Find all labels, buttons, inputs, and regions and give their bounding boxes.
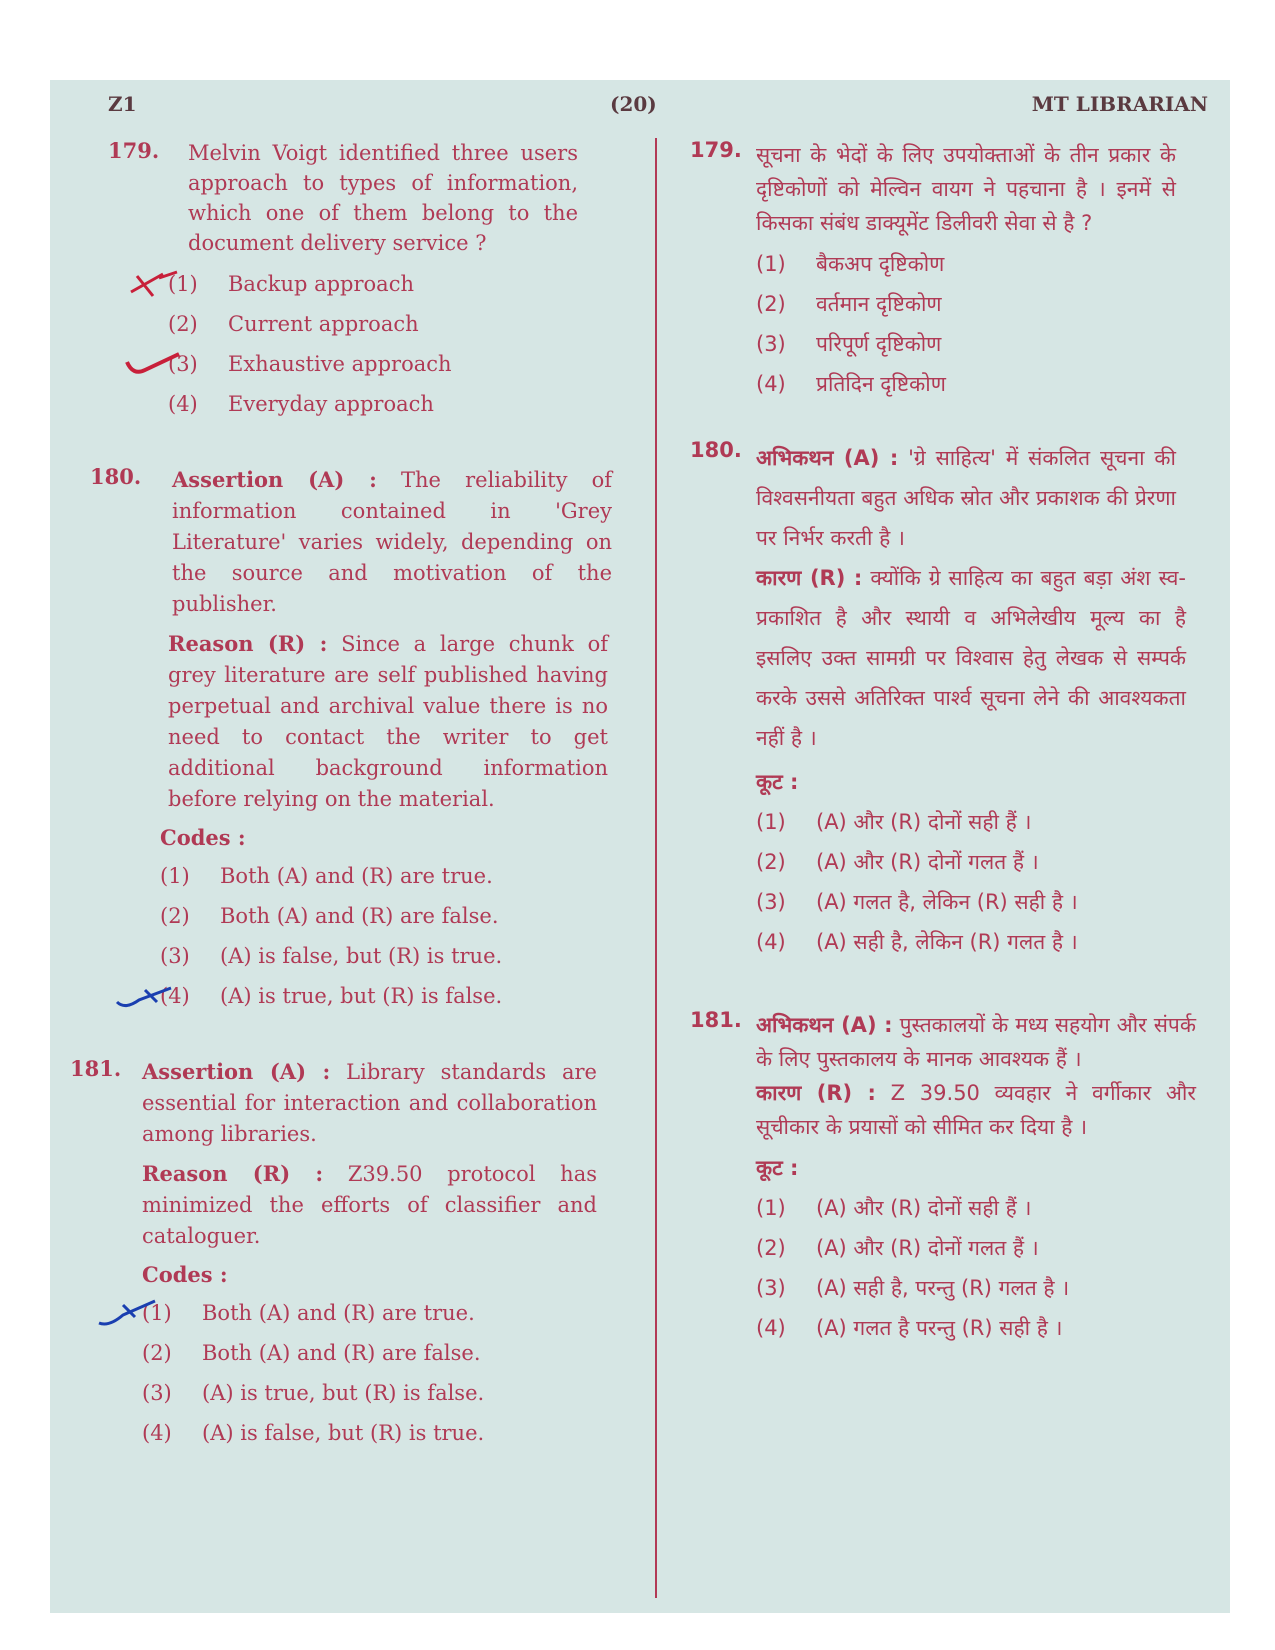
assertion-text: 'ग्रे साहित्य' में संकलित सूचना की विश्वसनीयता बहुत अधिक स्रोत और प्रकाशक की प्रेरणा पर निर्भर करती है ।: [756, 446, 1177, 550]
question-number: 181.: [690, 1008, 742, 1032]
option-number: (2): [756, 850, 786, 874]
hindi-column: [690, 138, 1220, 1348]
option-4[interactable]: [756, 1308, 1220, 1348]
option-number: (3): [756, 890, 786, 914]
options-list: [142, 1293, 635, 1453]
option-number: (3): [756, 332, 786, 356]
option-text: (A) is true, but (R) is false.: [220, 984, 503, 1008]
question-number: 181.: [70, 1056, 122, 1081]
option-number: (2): [142, 1341, 172, 1365]
assertion: [756, 438, 1176, 558]
question-180-en: [90, 464, 635, 1016]
assertion-label: Assertion (A) :: [142, 1059, 331, 1084]
option-number: (4): [756, 372, 786, 396]
option-number: (2): [756, 1236, 786, 1260]
option-3[interactable]: [756, 1268, 1220, 1308]
options-list: [756, 244, 1220, 404]
option-text: (A) गलत है, लेकिन (R) सही है ।: [816, 890, 1078, 914]
option-text: (A) और (R) दोनों गलत हैं ।: [816, 1236, 1039, 1260]
option-number: (3): [168, 352, 198, 376]
option-text: Both (A) and (R) are false.: [202, 1341, 481, 1365]
reason-text: Z 39.50 व्यवहार ने वर्गीकार और सूचीकार के प्रयासों को सीमित कर दिया है ।: [756, 1081, 1196, 1139]
option-text: (A) is false, but (R) is true.: [202, 1421, 485, 1445]
option-4[interactable]: [142, 1413, 635, 1453]
question-text: Melvin Voigt identified three users approach to types of information, which one of them belong to the document delivery service ?: [188, 141, 578, 255]
tick-mark-icon: [115, 980, 175, 1010]
option-text: Both (A) and (R) are true.: [202, 1301, 475, 1325]
options-list: [756, 802, 1220, 962]
question-181-en: [70, 1056, 635, 1453]
option-1[interactable]: [756, 244, 1220, 284]
reason-label: कारण (R) :: [756, 1081, 876, 1105]
option-4[interactable]: [756, 364, 1220, 404]
option-number: (1): [160, 864, 190, 888]
tick-mark-icon: [97, 1297, 157, 1327]
option-text: (A) सही है, परन्तु (R) गलत है ।: [816, 1276, 1070, 1300]
option-text: (A) और (R) दोनों सही हैं ।: [816, 810, 1032, 834]
option-text: Both (A) and (R) are false.: [220, 904, 499, 928]
option-number: (2): [160, 904, 190, 928]
exam-page: [50, 80, 1230, 1613]
option-text: प्रतिदिन दृष्टिकोण: [816, 372, 946, 396]
option-2[interactable]: [756, 284, 1220, 324]
reason-text: Since a large chunk of grey literature are self published having perpetual and archival value there is no need to contact the writer to get additional background information before relying on the material.: [168, 632, 608, 811]
option-text: परिपूर्ण दृष्टिकोण: [816, 332, 942, 356]
reason: [142, 1158, 597, 1252]
page-number: (20): [610, 92, 657, 116]
codes-label: कूट :: [756, 770, 799, 794]
reason-label: Reason (R) :: [168, 631, 328, 656]
option-text: (A) सही है, लेकिन (R) गलत है ।: [816, 930, 1078, 954]
option-1[interactable]: [168, 264, 635, 304]
question-number: 180.: [90, 464, 142, 489]
column-divider: [655, 138, 657, 1598]
option-2[interactable]: [160, 896, 635, 936]
question-number: 180.: [690, 438, 742, 462]
reason: [756, 558, 1186, 758]
english-column: [70, 138, 635, 1453]
question-text: सूचना के भेदों के लिए उपयोक्ताओं के तीन प्रकार के दृष्टिकोणों को मेल्विन वायग ने पहचाना है । इनमें से किसका संबंध डाक्यूमेंट डिलीवरी सेवा से है ?: [756, 143, 1176, 235]
option-text: (A) और (R) दोनों सही हैं ।: [816, 1196, 1032, 1220]
reason-text: क्योंकि ग्रे साहित्य का बहुत बड़ा अंश स्व-प्रकाशित है और स्थायी व अभिलेखीय मूल्य का है इसलिए उक्त सामग्री पर विश्वास हेतु लेखक से सम्पर्क करके उससे अतिरिक्त पार्श्व सूचना लेने की आवश्यकता नहीं है ।: [756, 566, 1186, 750]
option-number: (1): [756, 1196, 786, 1220]
reason: [168, 628, 608, 815]
assertion-label: अभिकथन (A) :: [756, 1013, 893, 1037]
option-number: (3): [142, 1381, 172, 1405]
option-3[interactable]: [168, 344, 635, 384]
option-2[interactable]: [756, 842, 1220, 882]
option-number: (4): [142, 1421, 172, 1445]
codes-label: Codes :: [160, 825, 246, 850]
option-1[interactable]: [756, 1188, 1220, 1228]
assertion-text: The reliability of information contained in 'Grey Literature' varies widely, depending on the source and motivation of the publisher.: [172, 468, 613, 616]
option-number: (1): [168, 272, 198, 296]
page-code: Z1: [108, 92, 137, 116]
option-number: (1): [756, 810, 786, 834]
option-3[interactable]: [756, 324, 1220, 364]
assertion-text: Library standards are essential for interaction and collaboration among libraries.: [142, 1060, 597, 1146]
option-number: (4): [160, 984, 190, 1008]
option-2[interactable]: [168, 304, 635, 344]
option-number: (1): [756, 252, 786, 276]
assertion-label: Assertion (A) :: [172, 467, 377, 492]
option-4[interactable]: [160, 976, 635, 1016]
option-text: (A) और (R) दोनों गलत हैं ।: [816, 850, 1039, 874]
option-2[interactable]: [756, 1228, 1220, 1268]
option-number: (2): [168, 312, 198, 336]
option-number: (3): [756, 1276, 786, 1300]
option-number: (4): [168, 392, 198, 416]
reason: [756, 1076, 1196, 1144]
tick-mark-icon: [123, 348, 183, 378]
options-list: [160, 856, 635, 1016]
option-text: Current approach: [228, 312, 419, 336]
question-number: 179.: [108, 138, 160, 163]
option-number: (4): [756, 930, 786, 954]
assertion-label: अभिकथन (A) :: [756, 446, 899, 470]
option-text: (A) गलत है परन्तु (R) सही है ।: [816, 1316, 1063, 1340]
option-2[interactable]: [142, 1333, 635, 1373]
reason-text: Z39.50 protocol has minimized the efforts of classifier and cataloguer.: [142, 1162, 597, 1248]
codes-label: Codes :: [142, 1262, 228, 1287]
option-text: Both (A) and (R) are true.: [220, 864, 493, 888]
question-181-hi: [690, 1008, 1220, 1348]
assertion: [142, 1056, 597, 1150]
option-text: (A) is false, but (R) is true.: [220, 944, 503, 968]
assertion: [756, 1008, 1196, 1076]
reason-label: कारण (R) :: [756, 566, 863, 590]
option-text: (A) is true, but (R) is false.: [202, 1381, 485, 1405]
option-1[interactable]: [756, 802, 1220, 842]
codes-label: कूट :: [756, 1156, 799, 1180]
option-4[interactable]: [756, 922, 1220, 962]
option-3[interactable]: [756, 882, 1220, 922]
question-180-hi: [690, 438, 1220, 962]
option-number: (2): [756, 292, 786, 316]
option-text: Backup approach: [228, 272, 414, 296]
option-text: वर्तमान दृष्टिकोण: [816, 292, 942, 316]
option-1[interactable]: [160, 856, 635, 896]
question-number: 179.: [690, 138, 742, 162]
option-number: (1): [142, 1301, 172, 1325]
option-number: (3): [160, 944, 190, 968]
option-text: Everyday approach: [228, 392, 434, 416]
assertion: [172, 464, 612, 620]
assertion-text: पुस्तकालयों के मध्य सहयोग और संपर्क के लिए पुस्तकालय के मानक आवश्यक हैं ।: [756, 1013, 1196, 1071]
option-number: (4): [756, 1316, 786, 1340]
question-179-en: [108, 138, 635, 424]
option-text: बैकअप दृष्टिकोण: [816, 252, 945, 276]
option-4[interactable]: [168, 384, 635, 424]
cross-mark-icon: [123, 268, 183, 298]
reason-label: Reason (R) :: [142, 1161, 324, 1186]
option-3[interactable]: [160, 936, 635, 976]
option-text: Exhaustive approach: [228, 352, 452, 376]
question-179-hi: [690, 138, 1220, 404]
option-3[interactable]: [142, 1373, 635, 1413]
option-1[interactable]: [142, 1293, 635, 1333]
options-list: [756, 1188, 1220, 1348]
options-list: [168, 264, 635, 424]
exam-title: MT LIBRARIAN: [1031, 92, 1208, 116]
